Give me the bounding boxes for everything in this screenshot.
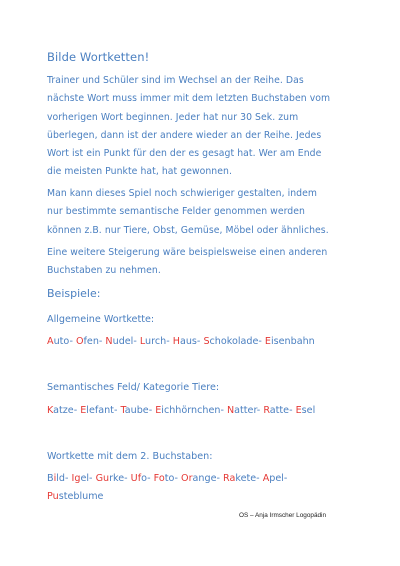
text-line: Man kann dieses Spiel noch schwieriger gestalten, indem bbox=[47, 188, 317, 199]
example3-line: Bild- Igel- Gurke- Ufo- Foto- Orange- Rakete- Apel- bbox=[47, 473, 288, 484]
highlight-letter: K bbox=[47, 405, 54, 416]
paragraph-increase bbox=[47, 244, 367, 281]
highlight-letter: Ra bbox=[223, 473, 236, 484]
example1-label: Allgemeine Wortkette: bbox=[47, 314, 155, 325]
text-line: vorherigen Wort beginnen. Jeder hat nur 30 Sek. zum bbox=[47, 111, 299, 123]
highlight-letter: E bbox=[295, 405, 302, 416]
highlight-letter: Ig bbox=[71, 473, 81, 484]
paragraph-rules bbox=[47, 72, 367, 182]
highlight-letter: Gu bbox=[95, 473, 110, 484]
highlight-letter: Or bbox=[181, 473, 193, 484]
text-line: Buchstaben zu nehmen. bbox=[47, 265, 161, 277]
text-line: Eine weitere Steigerung wäre beispielsweise einen anderen bbox=[47, 247, 328, 258]
highlight-letter: A bbox=[47, 336, 54, 347]
highlight-letter: N bbox=[105, 336, 113, 347]
text-line: können z.B. nur Tiere, Obst, Gemüse, Möbel oder ähnliches. bbox=[47, 224, 329, 236]
chain-word: Schokolade- bbox=[203, 336, 265, 347]
text-line: nur bestimmte semantische Felder genommen werden bbox=[47, 206, 305, 218]
paragraph-variation bbox=[47, 185, 367, 240]
chain-word: Katze- bbox=[47, 405, 81, 416]
highlight-letter: L bbox=[139, 336, 146, 347]
example2-chain bbox=[47, 405, 315, 416]
example1-chain bbox=[47, 336, 315, 347]
example3-chain bbox=[47, 470, 367, 506]
chain-word: Natter- bbox=[226, 405, 264, 416]
highlight-letter: i bbox=[53, 473, 57, 484]
highlight-letter: E bbox=[264, 336, 271, 347]
text-line: überlegen, dann ist der andere wieder an der Reihe. Jedes bbox=[47, 129, 322, 141]
chain-word: Auto- bbox=[47, 336, 76, 347]
examples-heading: Beispiele: bbox=[47, 287, 101, 300]
chain-word: Ratte- bbox=[263, 405, 296, 416]
chain-word: Ofen- bbox=[75, 336, 106, 347]
highlight-letter: Uf bbox=[130, 473, 142, 484]
chain-word: Nudel- bbox=[105, 336, 140, 347]
highlight-letter: O bbox=[75, 336, 84, 347]
example3-line: Pusteblume bbox=[47, 491, 104, 502]
chain-word: Eichhörnchen- bbox=[155, 405, 227, 416]
example3-label: Wortkette mit dem 2. Buchstaben: bbox=[47, 451, 213, 462]
highlight-letter: A bbox=[262, 473, 270, 484]
highlight-letter: T bbox=[120, 405, 125, 416]
chain-word: Esel bbox=[295, 405, 316, 416]
chain-word: Haus- bbox=[172, 336, 204, 347]
chain-word: Taube- bbox=[120, 405, 156, 416]
example2-label: Semantisches Feld/ Kategorie Tiere: bbox=[47, 382, 220, 393]
footer-credit: OS – Anja Irmscher Logopädin bbox=[239, 512, 327, 519]
highlight-letter: Pu bbox=[47, 491, 59, 502]
chain-word: Lurch- bbox=[139, 336, 173, 347]
highlight-letter: R bbox=[263, 405, 270, 416]
chain-word: Elefant- bbox=[80, 405, 121, 416]
chain-word: Eisenbahn bbox=[264, 336, 315, 347]
text-line: nächste Wort muss immer mit dem letzten Buchstaben vom bbox=[47, 93, 331, 105]
highlight-letter: S bbox=[203, 336, 210, 347]
highlight-letter: H bbox=[172, 336, 180, 347]
page-title: Bilde Wortketten! bbox=[47, 50, 150, 64]
text-line: die meisten Punkte hat, hat gewonnen. bbox=[47, 166, 232, 178]
highlight-letter: E bbox=[155, 405, 162, 416]
text-line: Trainer und Schüler sind im Wechsel an der Reihe. Das bbox=[47, 75, 304, 86]
highlight-letter: E bbox=[80, 405, 87, 416]
text-line: Wort ist ein Punkt für den der es gesagt hat. Wer am Ende bbox=[47, 148, 322, 160]
highlight-letter: Fo bbox=[153, 473, 165, 484]
highlight-letter: N bbox=[226, 405, 235, 416]
